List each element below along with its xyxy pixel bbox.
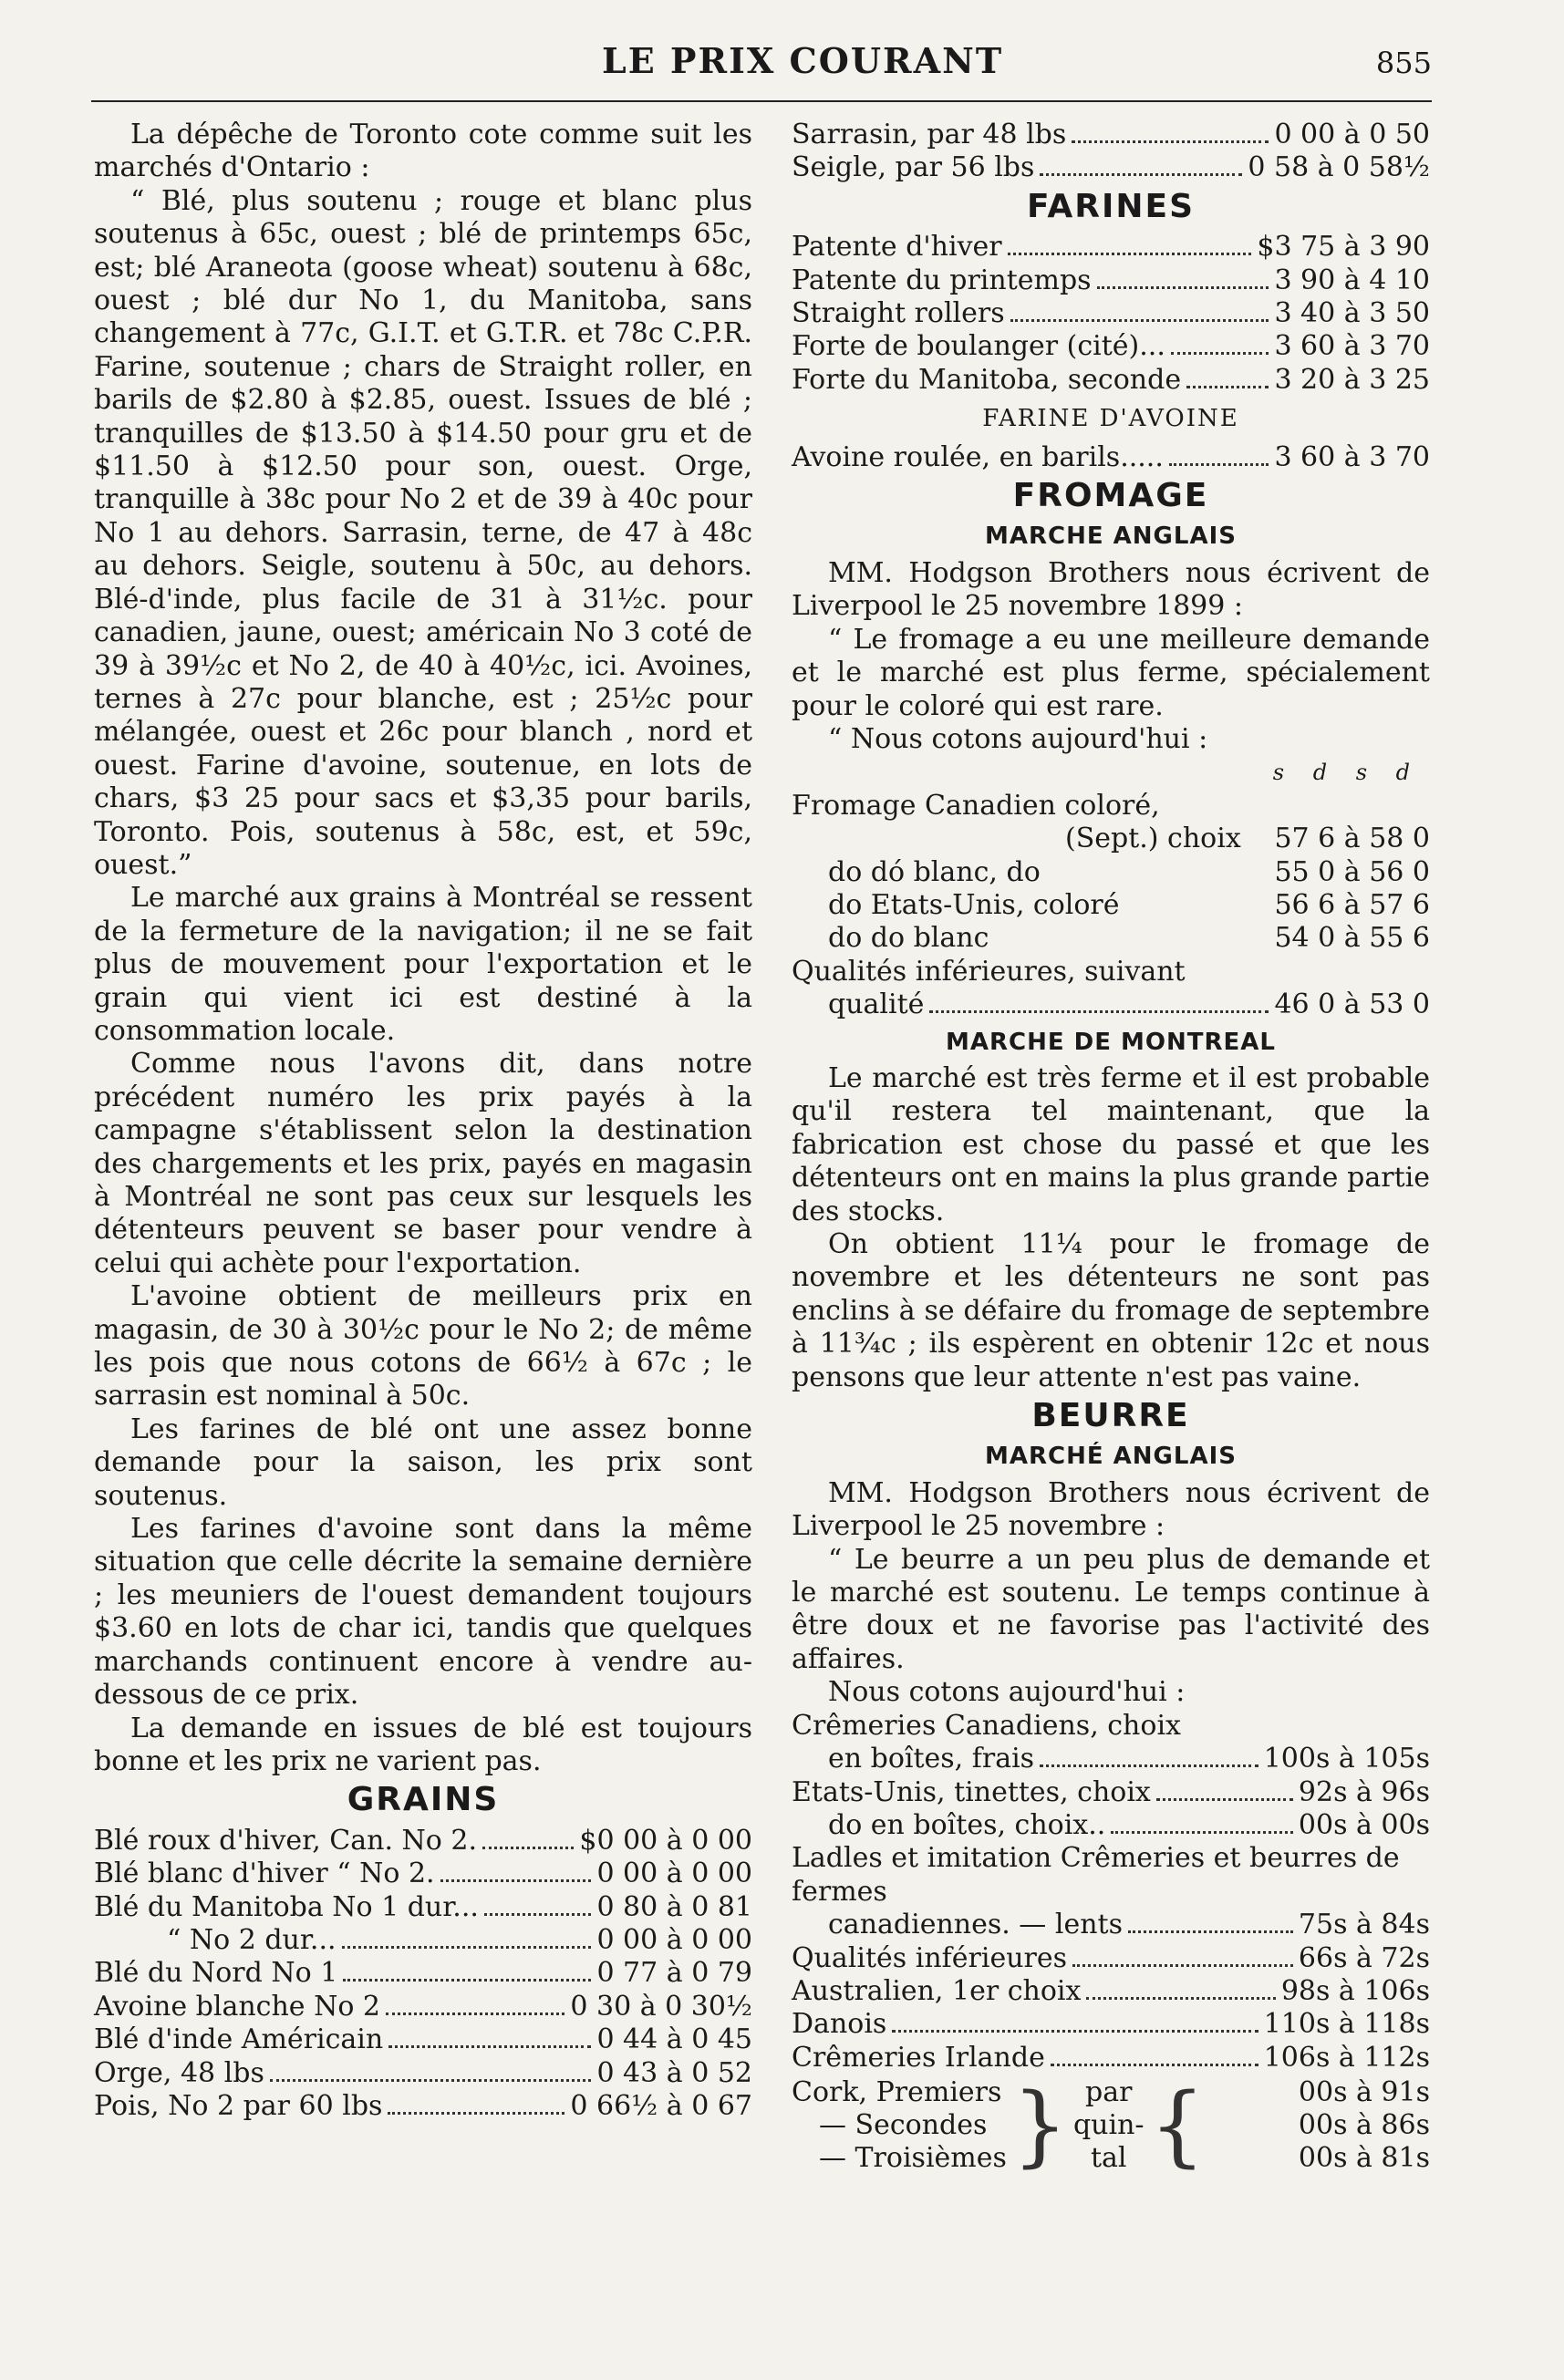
- paragraph: On obtient 11¼ pour le fromage de novembre et les détenteurs ne sont pas enclins à se défaire du fromage de septembre à 11¾c ; ils espèrent en obtenir 12c et nous pensons que leur attente n'est pas vaine.: [792, 1228, 1430, 1393]
- fromage-row: [792, 956, 1430, 988]
- price-row: [94, 1891, 752, 1924]
- row-label: Patente du printemps: [792, 264, 1092, 296]
- row-label: Forte du Manitoba, seconde: [792, 363, 1182, 396]
- leader-dots: [1072, 1964, 1293, 1967]
- cork-price: 00s à 91s: [1298, 2076, 1430, 2109]
- paragraph: “ Le beurre a un peu plus de demande et le marché est soutenu. Le temps continue à être doux et ne favorise pas l'activité des affaires.: [792, 1543, 1430, 1675]
- row-value: 66s à 72s: [1298, 1941, 1430, 1974]
- row-label: do dó blanc, do: [828, 855, 1041, 888]
- leader-dots: [1097, 286, 1269, 289]
- row-label: Straight rollers: [792, 297, 1005, 330]
- price-row: [94, 2023, 752, 2056]
- paragraph: Le marché aux grains à Montréal se ressent de la fermeture de la navigation; il ne se fait plus de mouvement pour l'exportation et le grain qui vient ici est destiné à la consommation locale.: [94, 882, 752, 1047]
- leader-dots: [1008, 253, 1252, 255]
- price-row: [792, 1776, 1430, 1809]
- leader-dots: [440, 1879, 592, 1882]
- row-label: Blé d'inde Américain: [94, 2023, 384, 2056]
- price-row: [792, 1710, 1430, 1743]
- row-label-multiline: Ladles et imitation Crêmeries et beurres de fermes: [792, 1842, 1400, 1908]
- leader-dots: [1010, 319, 1269, 322]
- cork-prices: [1299, 2076, 1430, 2175]
- paragraph: “ Blé, plus soutenu ; rouge et blanc plus soutenus à 65c, ouest ; blé de printemps 65c, est; blé Araneota (goose wheat) soutenu à 68c, ouest ; blé dur No 1, du Manitoba, sans changement à 77c, G.I.T. et G.T.R. et 78c C.P.R. Farine, soutenue ; chars de Straight roller, en barils de $2.80 à $2.85, ouest. Issues de blé ; tranquilles de $13.50 à $14.50 pour gru et de $11.50 à $12.50 pour son, ouest. Orge, tranquille à 38c pour No 2 et de 39 à 40c pour No 1 au dehors. Sarrasin, terne, de 47 à 48c au dehors. Seigle, soutenu à 50c, au dehors. Blé-d'inde, plus facile de 31 à 31½c. pour canadien, jaune, ouest; américain No 3 coté de 39 à 39½c et No 2, de 40 à 40½c, ici. Avoines, ternes à 27c pour blanche, est ; 25½c pour mélangée, ouest et 26c pour blanch , nord et ouest. Farine d'avoine, soutenue, en lots de chars, $3 25 pour sacs et $3,35 pour barils, Toronto. Pois, soutenus à 58c, est, et 59c, ouest.”: [94, 184, 752, 881]
- row-label: Pois, No 2 par 60 lbs: [94, 2089, 383, 2122]
- row-value: 0 00 à 0 00: [596, 1923, 752, 1956]
- row-label: Blé du Nord No 1: [94, 1957, 338, 1990]
- row-value: 0 44 à 0 45: [596, 2023, 752, 2056]
- fromage-row: [792, 856, 1430, 889]
- subheading-marche-anglais: MARCHE ANGLAIS: [985, 523, 1237, 551]
- price-row: [94, 1825, 752, 1857]
- row-label: do Etats-Unis, coloré: [828, 888, 1120, 921]
- right-column: [792, 119, 1430, 2178]
- row-label: Etats-Unis, tinettes, choix: [792, 1775, 1151, 1808]
- row-label: Crêmeries Canadiens, choix: [792, 1709, 1181, 1742]
- row-label: (Sept.) choix: [1065, 823, 1241, 855]
- row-label: Qualités inférieures, suivant: [792, 955, 1186, 988]
- paragraph: Comme nous l'avons dit, dans notre précédent numéro les prix payés à la campagne s'établissent selon la destination des chargements et les prix, payés en magasin à Montréal ne sont pas ceux sur lesquels les détenteurs peuvent se baser pour vendre à celui qui achète pour l'exportation.: [94, 1048, 752, 1279]
- price-row: [792, 1909, 1430, 1941]
- row-value: $0 00 à 0 00: [579, 1824, 752, 1857]
- price-row: [792, 119, 1430, 151]
- leader-dots: [343, 1979, 591, 1982]
- leader-dots: [1072, 140, 1269, 143]
- paragraph: La demande en issues de blé est toujours bonne et les prix ne varient pas.: [94, 1712, 752, 1777]
- cork-grade: Cork, Premiers: [792, 2076, 1002, 2109]
- leader-dots: [1111, 1831, 1293, 1834]
- paragraph: L'avoine obtient de meilleurs prix en magasin, de 30 à 30½c pour le No 2; de même les pois que nous cotons de 66½ à 67c ; le sarrasin est nominal à 50c.: [94, 1280, 752, 1412]
- right-brace-icon: }: [1011, 2075, 1068, 2178]
- price-row: [94, 1991, 752, 2023]
- cork-unit-line: quin-: [1072, 2109, 1145, 2142]
- row-value: 0 00 à 0 50: [1274, 119, 1430, 150]
- row-value: 100s à 105s: [1263, 1743, 1430, 1775]
- cork-price: 00s à 86s: [1298, 2109, 1430, 2142]
- row-value: 3 20 à 3 25: [1274, 363, 1430, 396]
- leader-dots: [1086, 1997, 1275, 2000]
- price-row: [792, 1809, 1430, 1842]
- row-label: do do blanc: [828, 922, 989, 955]
- row-value: 75s à 84s: [1298, 1909, 1430, 1941]
- subheading-marche-anglais: MARCHÉ ANGLAIS: [985, 1443, 1237, 1471]
- paragraph: Les farines de blé ont une assez bonne demande pour la saison, les prix sont soutenus.: [94, 1412, 752, 1512]
- fromage-row: [792, 790, 1430, 823]
- row-value: 0 00 à 0 00: [596, 1857, 752, 1890]
- row-value: 0 80 à 0 81: [596, 1890, 752, 1923]
- price-row: [792, 988, 1430, 1021]
- page-header: [91, 36, 1432, 88]
- leader-dots: [1128, 1930, 1293, 1933]
- section-heading-farines: FARINES: [1026, 187, 1196, 225]
- price-row: [792, 1743, 1430, 1775]
- price-row: [792, 364, 1430, 397]
- row-label: Orge, 48 lbs: [94, 2056, 264, 2089]
- leader-dots: [1171, 352, 1269, 355]
- row-value: 54 0 à 55 6: [1274, 922, 1430, 955]
- price-row: [792, 231, 1430, 264]
- price-row: [792, 2042, 1430, 2075]
- running-title: LE PRIX COURANT: [602, 40, 1004, 81]
- left-brace-icon: {: [1149, 2075, 1206, 2178]
- section-heading-beurre: BEURRE: [1031, 1397, 1190, 1435]
- row-value: 56 6 à 57 6: [1274, 888, 1430, 921]
- column-units: s d s d: [1272, 760, 1421, 786]
- leader-dots: [1186, 386, 1269, 388]
- paragraph: “ Le fromage a eu une meilleure demande et le marché est plus ferme, spécialement pour le coloré qui est rare.: [792, 623, 1430, 722]
- row-label: Fromage Canadien coloré,: [792, 789, 1160, 822]
- grains-table: [94, 1825, 752, 2124]
- price-row: [792, 1975, 1430, 2008]
- row-value: 55 0 à 56 0: [1274, 855, 1430, 888]
- row-value: 3 60 à 3 70: [1274, 440, 1430, 473]
- row-label: do en boîtes, choix..: [828, 1808, 1106, 1841]
- row-value: 0 77 à 0 79: [596, 1957, 752, 1990]
- subheading-farine-avoine: FARINE D'AVOINE: [982, 405, 1239, 433]
- price-row: [792, 2008, 1430, 2041]
- row-value: 0 58 à 0 58½: [1248, 151, 1430, 184]
- cork-grade: — Troisièmes: [819, 2142, 1007, 2175]
- row-value: 3 90 à 4 10: [1274, 264, 1430, 296]
- paragraph: Les farines d'avoine sont dans la même situation que celle décrite la semaine dernière ; les meuniers de l'ouest demandent toujours $3.60 en lots de char ici, tandis que quelques marchands continuent encore à vendre au-dessous de ce prix.: [94, 1513, 752, 1712]
- header-rule: [91, 100, 1432, 102]
- leader-dots: [1156, 1798, 1293, 1801]
- row-label: Blé du Manitoba No 1 dur...: [94, 1890, 479, 1923]
- row-label: Blé roux d'hiver, Can. No 2.: [94, 1824, 477, 1857]
- subheading-marche-montreal: MARCHE DE MONTREAL: [945, 1028, 1276, 1056]
- row-label: Avoine blanche No 2: [94, 1990, 381, 2023]
- row-label: qualité: [828, 988, 925, 1021]
- leader-dots: [1040, 173, 1242, 176]
- row-label: Sarrasin, par 48 lbs: [792, 119, 1067, 150]
- leader-dots: [929, 1010, 1269, 1013]
- leader-dots: [1051, 2064, 1258, 2066]
- leader-dots: [1040, 1764, 1258, 1767]
- paragraph: MM. Hodgson Brothers nous écrivent de Liverpool le 25 novembre :: [792, 1476, 1430, 1543]
- price-row: [792, 441, 1430, 474]
- leader-dots: [270, 2079, 592, 2082]
- row-value: 57 6 à 58 0: [1274, 823, 1430, 855]
- price-row: [94, 1957, 752, 1990]
- leader-dots: [482, 1847, 574, 1849]
- row-label: Forte de boulanger (cité)...: [792, 330, 1165, 363]
- row-value: 3 60 à 3 70: [1274, 330, 1430, 363]
- fromage-row: [792, 889, 1430, 922]
- paragraph: MM. Hodgson Brothers nous écrivent de Liverpool le 25 novembre 1899 :: [792, 556, 1430, 623]
- cork-unit-line: par: [1085, 2076, 1133, 2109]
- cork-names: [792, 2076, 1007, 2175]
- price-row: [792, 151, 1430, 184]
- paragraph: “ Nous cotons aujourd'hui :: [828, 722, 1208, 755]
- row-value: 3 40 à 3 50: [1274, 297, 1430, 330]
- row-label: en boîtes, frais: [828, 1743, 1035, 1775]
- page-number: 855: [1375, 46, 1432, 80]
- cork-grade: — Secondes: [819, 2109, 988, 2142]
- row-label: Danois: [792, 2008, 887, 2041]
- cork-price: 00s à 81s: [1298, 2142, 1430, 2175]
- paragraph: Le marché est très ferme et il est probable qu'il restera tel maintenant, que la fabrication est chose du passé et que les détenteurs ont en mains la plus grande partie des stocks.: [792, 1061, 1430, 1227]
- leader-dots: [484, 1913, 592, 1916]
- leader-dots: [388, 2112, 564, 2115]
- row-value: 00s à 00s: [1298, 1808, 1430, 1841]
- row-label: Blé blanc d'hiver “ No 2.: [94, 1857, 435, 1890]
- cork-unit-line: tal: [1090, 2142, 1127, 2175]
- price-row: [94, 1857, 752, 1890]
- leader-dots: [388, 2045, 591, 2048]
- row-value: 110s à 118s: [1263, 2008, 1430, 2041]
- row-label: Qualités inférieures: [792, 1941, 1068, 1974]
- price-row: [94, 2090, 752, 2123]
- row-label: Avoine roulée, en barils.....: [792, 440, 1164, 473]
- leader-dots: [1169, 463, 1269, 466]
- section-heading-fromage: FROMAGE: [1012, 477, 1209, 515]
- price-row: [792, 264, 1430, 297]
- paragraph: La dépêche de Toronto cote comme suit les marchés d'Ontario :: [94, 119, 752, 184]
- row-value: 106s à 112s: [1263, 2041, 1430, 2074]
- row-label: Australien, 1er choix: [792, 1974, 1082, 2007]
- cork-unit: [1073, 2076, 1145, 2175]
- fromage-row: [792, 922, 1430, 955]
- row-value: 92s à 96s: [1298, 1775, 1430, 1808]
- row-label: Seigle, par 56 lbs: [792, 151, 1035, 184]
- leader-dots: [386, 2013, 564, 2015]
- row-value: 46 0 à 53 0: [1274, 988, 1430, 1021]
- section-heading-grains: GRAINS: [347, 1781, 500, 1819]
- price-row: [94, 1924, 752, 1957]
- leader-dots: [892, 2030, 1258, 2033]
- price-row: [792, 330, 1430, 363]
- row-value: 0 43 à 0 52: [596, 2056, 752, 2089]
- left-column: [94, 119, 752, 2123]
- leader-dots: [342, 1946, 592, 1949]
- cork-price-block: [792, 2075, 1430, 2178]
- fromage-row: [792, 823, 1430, 855]
- price-row: [792, 297, 1430, 330]
- row-label: Crêmeries Irlande: [792, 2041, 1045, 2074]
- paragraph: Nous cotons aujourd'hui :: [828, 1676, 1186, 1709]
- row-label: canadiennes. — lents: [828, 1909, 1123, 1941]
- row-value: 0 30 à 0 30½: [570, 1990, 752, 2023]
- row-label: Patente d'hiver: [792, 231, 1002, 264]
- price-row: [94, 2057, 752, 2090]
- price-row: [792, 1942, 1430, 1975]
- row-value: 0 66½ à 0 67: [570, 2089, 752, 2122]
- row-value: 98s à 106s: [1280, 1974, 1430, 2007]
- row-value: $3 75 à 3 90: [1257, 231, 1430, 264]
- row-label: “ No 2 dur...: [167, 1923, 337, 1956]
